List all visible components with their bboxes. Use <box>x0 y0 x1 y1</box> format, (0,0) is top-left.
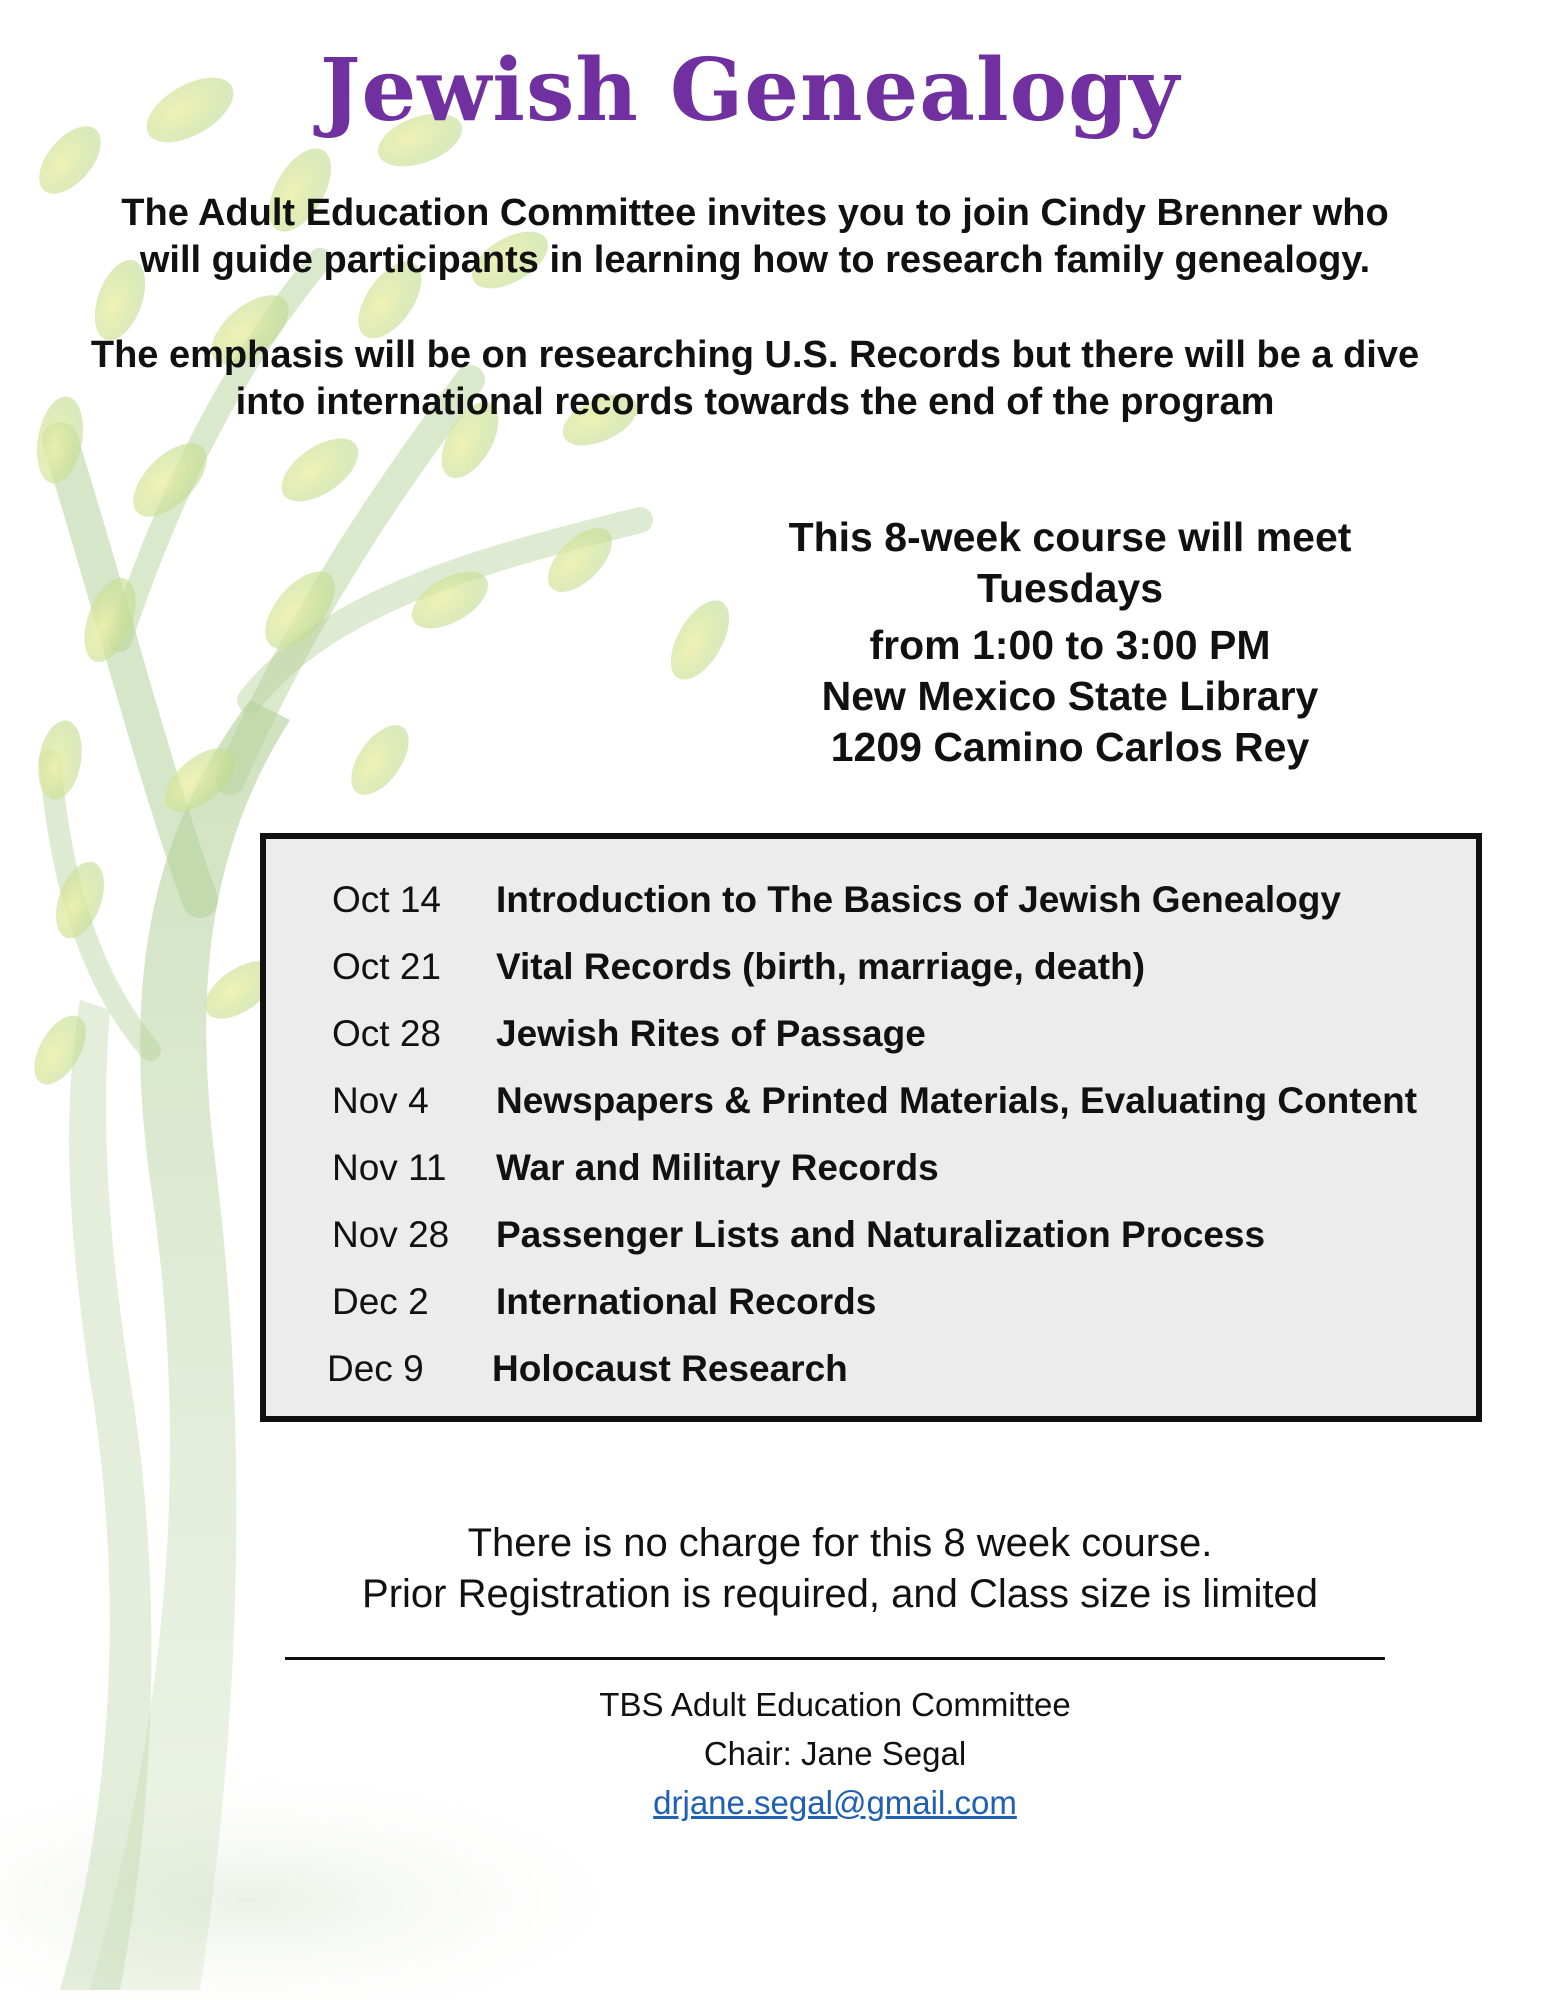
schedule-row <box>266 942 1476 992</box>
footer-contact <box>330 1680 1340 1827</box>
divider <box>285 1657 1385 1660</box>
footer-org: TBS Adult Education Committee <box>599 1686 1071 1723</box>
schedule-row <box>266 1277 1476 1327</box>
notice-line: There is no charge for this 8 week course. <box>467 1521 1213 1565</box>
schedule-topic: Introduction to The Basics of Jewish Genealogy <box>496 879 1341 920</box>
schedule-date: Dec 2 <box>332 1281 429 1322</box>
schedule-row <box>266 875 1476 925</box>
schedule-date: Dec 9 <box>327 1348 424 1389</box>
schedule-row <box>266 1210 1476 1260</box>
registration-notice <box>240 1518 1440 1620</box>
schedule-topic: War and Military Records <box>496 1147 939 1188</box>
schedule-date: Oct 14 <box>332 879 441 920</box>
meeting-line: This 8-week course will meet <box>788 514 1352 560</box>
schedule-topic: Holocaust Research <box>492 1348 848 1389</box>
meeting-day: Tuesdays <box>976 565 1164 611</box>
intro-line: will guide participants in learning how to research family genealogy. <box>139 239 1371 281</box>
emphasis-paragraph <box>30 332 1480 426</box>
schedule-row <box>266 1009 1476 1059</box>
intro-paragraph <box>30 190 1480 284</box>
schedule-topic: Newspapers & Printed Materials, Evaluating Content <box>496 1080 1418 1121</box>
schedule-date: Oct 21 <box>332 946 441 987</box>
schedule-topic: Passenger Lists and Naturalization Process <box>496 1214 1266 1255</box>
contact-email-link[interactable]: drjane.segal@gmail.com <box>653 1784 1017 1821</box>
meeting-time: from 1:00 to 3:00 PM <box>869 622 1271 668</box>
meeting-address: 1209 Camino Carlos Rey <box>830 724 1310 770</box>
schedule-topic: International Records <box>496 1281 877 1322</box>
schedule-row <box>266 1076 1476 1126</box>
schedule-row <box>266 1344 1476 1394</box>
schedule-row <box>266 1143 1476 1193</box>
schedule-topic: Vital Records (birth, marriage, death) <box>496 946 1146 987</box>
notice-line: Prior Registration is required, and Class size is limited <box>362 1572 1318 1616</box>
page-title: Jewish Genealogy <box>319 40 1181 141</box>
schedule-date: Nov 11 <box>332 1147 447 1188</box>
meeting-info <box>740 512 1400 773</box>
schedule-topic: Jewish Rites of Passage <box>496 1013 926 1054</box>
emphasis-line: into international records towards the end of the program <box>235 381 1275 423</box>
schedule-date: Nov 4 <box>332 1080 429 1121</box>
meeting-venue: New Mexico State Library <box>821 673 1319 719</box>
schedule-date: Oct 28 <box>332 1013 441 1054</box>
emphasis-line: The emphasis will be on researching U.S. Records but there will be a dive <box>90 334 1420 376</box>
schedule-date: Nov 28 <box>332 1214 450 1255</box>
intro-line: The Adult Education Committee invites you to join Cindy Brenner who <box>121 192 1389 234</box>
footer-chair: Chair: Jane Segal <box>703 1735 967 1772</box>
schedule-box <box>260 833 1482 1422</box>
